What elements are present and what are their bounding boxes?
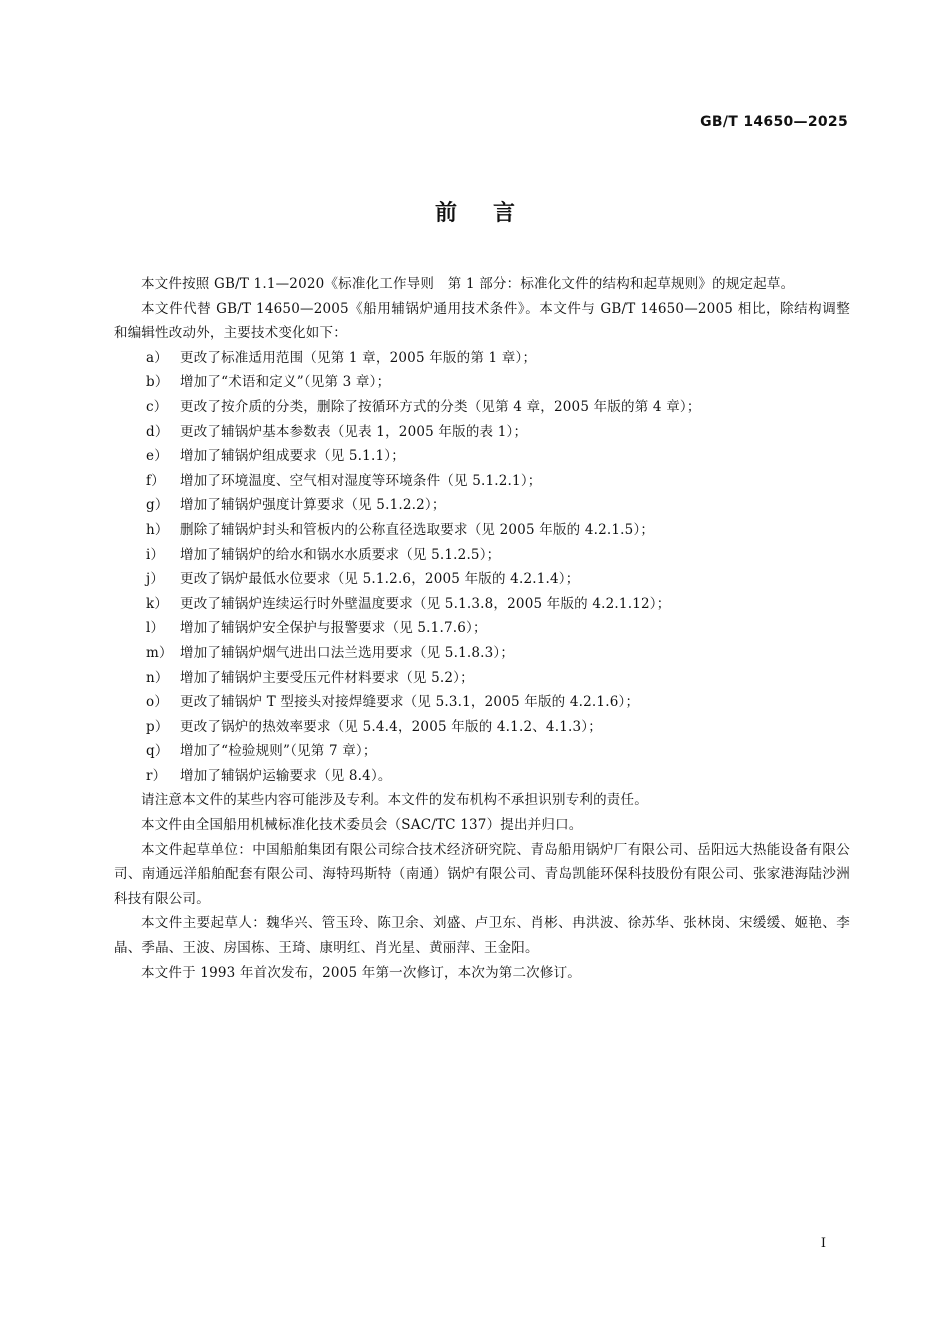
foreword-body: [114, 272, 850, 985]
list-item-label: g）: [146, 497, 169, 514]
paragraph-drafters: 本文件主要起草人：魏华兴、管玉玲、陈卫余、刘盛、卢卫东、肖彬、冉洪波、徐苏华、张林岗、宋缓缓、姬艳、李晶、季晶、王波、房国栋、王琦、康明红、肖光星、黄丽萍、王金阳。: [114, 915, 850, 957]
list-item-text: 增加了辅锅炉烟气进出口法兰选用要求（见 5.1.8.3）；: [180, 644, 515, 661]
list-item: [114, 420, 850, 445]
list-item-label: l）: [146, 620, 165, 637]
list-item-text: 更改了锅炉最低水位要求（见 5.1.2.6，2005 年版的 4.2.1.4）；: [180, 571, 580, 588]
list-item-label: m）: [146, 644, 173, 661]
list-item: [114, 469, 850, 494]
list-item: [114, 616, 850, 641]
list-item-label: k）: [146, 595, 169, 612]
list-item-label: j）: [146, 571, 165, 588]
list-item-label: d）: [146, 423, 169, 440]
list-item-text: 增加了“术语和定义”（见第 3 章）；: [180, 374, 391, 391]
list-item: [114, 641, 850, 666]
list-item-text: 增加了辅锅炉组成要求（见 5.1.1）；: [180, 448, 405, 465]
page-title: 前言: [434, 201, 551, 226]
list-item-text: 增加了辅锅炉运输要求（见 8.4）。: [180, 767, 392, 784]
list-item-text: 删除了辅锅炉封头和管板内的公称直径选取要求（见 2005 年版的 4.2.1.5）；: [180, 521, 655, 538]
list-item-text: 更改了辅锅炉基本参数表（见表 1，2005 年版的表 1）；: [180, 423, 528, 440]
list-item: [114, 715, 850, 740]
list-item-label: b）: [146, 374, 169, 391]
list-item-label: q）: [146, 743, 169, 760]
paragraph-replacement: 本文件代替 GB/T 14650—2005《船用辅锅炉通用技术条件》。本文件与 GB/T 14650—2005 相比，除结构调整和编辑性改动外，主要技术变化如下：: [114, 300, 850, 342]
list-item-text: 更改了按介质的分类，删除了按循环方式的分类（见第 4 章，2005 年版的第 4 章）；: [180, 398, 701, 415]
list-item-label: i）: [146, 546, 165, 563]
list-item: [114, 764, 850, 789]
list-item-label: c）: [146, 398, 168, 415]
list-item: [114, 370, 850, 395]
list-item-label: o）: [146, 694, 169, 711]
paragraph-proposer: 本文件由全国船用机械标准化技术委员会（SAC/TC 137）提出并归口。: [141, 817, 583, 834]
list-item-text: 增加了“检验规则”（见第 7 章）；: [180, 743, 377, 760]
list-item-text: 增加了辅锅炉强度计算要求（见 5.1.2.2）；: [180, 497, 446, 514]
list-item: [114, 543, 850, 568]
list-item-text: 更改了辅锅炉 T 型接头对接焊缝要求（见 5.3.1，2005 年版的 4.2.1.6）；: [180, 694, 640, 711]
changes-list: [114, 346, 850, 789]
list-item-label: r）: [146, 767, 167, 784]
paragraph-drafting-rules: 本文件按照 GB/T 1.1—2020《标准化工作导则 第 1 部分：标准化文件的结构和起草规则》的规定起草。: [141, 276, 795, 292]
list-item-label: e）: [146, 448, 168, 465]
list-item: [114, 690, 850, 715]
list-item: [114, 346, 850, 371]
list-item-text: 增加了辅锅炉安全保护与报警要求（见 5.1.7.6）；: [180, 620, 487, 637]
list-item-text: 增加了辅锅炉主要受压元件材料要求（见 5.2）；: [180, 669, 474, 686]
list-item-text: 增加了辅锅炉的给水和锅水水质要求（见 5.1.2.5）；: [180, 546, 501, 563]
list-item: [114, 592, 850, 617]
paragraph-history: 本文件于 1993 年首次发布，2005 年第一次修订，本次为第二次修订。: [141, 964, 581, 981]
list-item-text: 增加了环境温度、空气相对湿度等环境条件（见 5.1.2.1）；: [180, 472, 542, 489]
list-item: [114, 567, 850, 592]
list-item-label: f）: [146, 472, 165, 489]
list-item: [114, 666, 850, 691]
list-item-label: h）: [146, 521, 169, 538]
list-item: [114, 518, 850, 543]
list-item: [114, 739, 850, 764]
list-item: [114, 444, 850, 469]
list-item-label: a）: [146, 349, 168, 366]
page-number: I: [820, 1236, 826, 1251]
list-item-text: 更改了标准适用范围（见第 1 章，2005 年版的第 1 章）；: [180, 349, 537, 366]
standard-number: GB/T 14650—2025: [700, 114, 848, 130]
list-item: [114, 493, 850, 518]
list-item-label: n）: [146, 669, 169, 686]
list-item: [114, 395, 850, 420]
paragraph-patent-notice: 请注意本文件的某些内容可能涉及专利。本文件的发布机构不承担识别专利的责任。: [141, 792, 648, 809]
paragraph-drafting-organizations: 本文件起草单位：中国船舶集团有限公司综合技术经济研究院、青岛船用锅炉厂有限公司、岳阳远大热能设备有限公司、南通远洋船舶配套有限公司、海特玛斯特（南通）锅炉有限公司、青岛凯能环保科技股份有限公司、张家港海陆沙洲科技有限公司。: [114, 841, 850, 907]
list-item-text: 更改了辅锅炉连续运行时外壁温度要求（见 5.1.3.8，2005 年版的 4.2.1.12）；: [180, 595, 671, 612]
list-item-label: p）: [146, 718, 169, 735]
list-item-text: 更改了锅炉的热效率要求（见 5.4.4，2005 年版的 4.1.2、4.1.3）；: [180, 718, 602, 735]
